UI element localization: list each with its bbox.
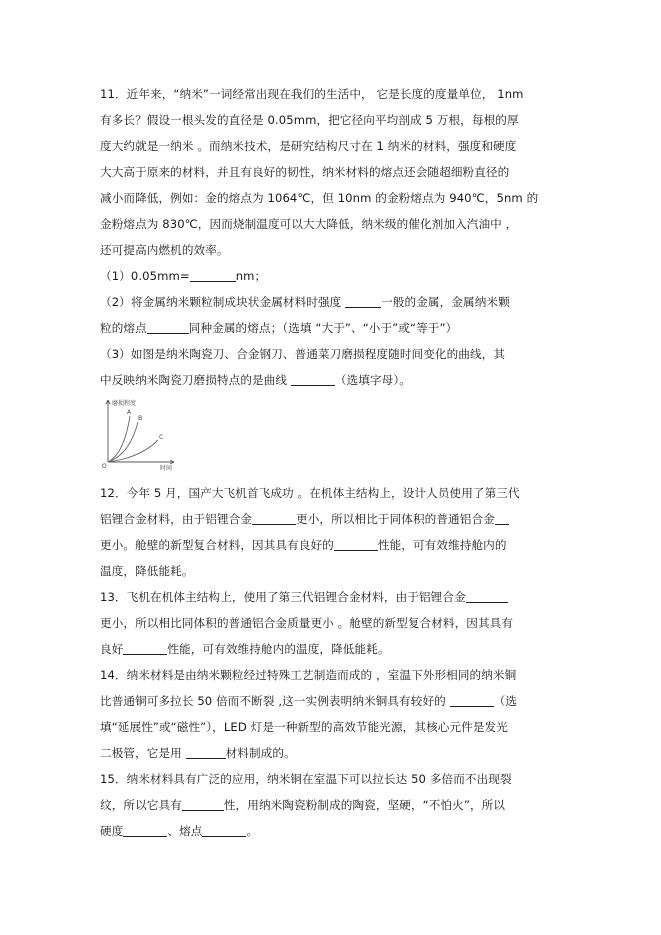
q13-line-3 [100,636,570,662]
q11-sub-2-line-2 [100,315,570,341]
q11-sub1-text-b: nm； [235,269,267,283]
q14-text-a: 比普通铜可多拉长 50 倍而不断裂 ,这一实例表明纳米铜具有较好的 [100,694,450,708]
answer-blank[interactable] [123,822,167,837]
q13-text-a: 13．飞机在机体主结构上，使用了第三代铝锂合金材料，由于铝锂合金 [100,590,466,604]
q15-text-c: 硬度 [100,824,124,838]
answer-blank[interactable] [495,510,509,525]
q11-sub-1 [100,263,570,289]
question-11 [100,81,570,393]
q14-text-d: 材料制成的。 [225,746,296,760]
q12-text-c: 更小。舱壁的新型复合材料，因其具有良好的 [100,538,334,552]
q11-sub3-text-b: （选填字母）。 [334,373,411,387]
answer-blank[interactable] [345,293,381,308]
q14-line-2 [100,688,570,714]
q11-sub2-text-d: 同种金属的熔点；（选填 “大于”、“小于”或“等于”） [188,321,458,335]
question-15 [100,766,570,844]
q15-line-3 [100,818,570,844]
answer-blank[interactable] [450,692,494,707]
answer-blank[interactable] [334,536,378,551]
q12-line-1: 12．今年 5 月，国产大飞机首飞成功 。在机体主结构上，设计人员使用了第三代 [100,486,520,500]
curve-a [108,416,130,462]
q15-line-1: 15．纳米材料具有广泛的应用，纳米铜在室温下可以拉长达 50 多倍而不出现裂 [100,772,512,786]
y-axis-label: 磨损程度 [112,400,137,407]
q14-text-c: 二极管，它是用 [100,746,186,760]
answer-blank[interactable] [186,744,226,759]
q14-line-4 [100,740,570,766]
q11-sub1-text-a: （1）0.05mm= [100,269,190,283]
question-12 [100,480,570,584]
q12-text-b: 更小，所以相比于同体积的普通铝合金 [296,512,495,526]
q11-line-1: 11．近年来，“纳米”一词经常出现在我们的生活中， 它是长度的度量单位， 1nm [100,87,524,101]
q15-line-2 [100,792,570,818]
q12-line-4: 温度，降低能耗。 [100,564,194,578]
q11-sub2-text-c: 粒的熔点 [100,321,147,335]
q14-text-b: （选 [493,694,518,708]
q11-sub-3-line-2 [100,367,570,393]
answer-blank[interactable] [252,510,296,525]
q13-line-2: 更小，所以相比同体积的普通铝合金质量更小 。舱壁的新型复合材料，因其具有 [100,616,514,630]
curve-b-label: B [138,415,143,422]
q11-sub-3-line-1: （3）如图是纳米陶瓷刀、合金钢刀、普通菜刀磨损程度随时间变化的曲线，其 [100,347,506,361]
q15-text-e: 。 [246,824,259,838]
q11-sub2-text-b: 一般的金属，金属纳米颗 [381,295,510,309]
q11-line-6: 金粉熔点为 830℃，因而烧制温度可以大大降低，纳米级的催化剂加入汽油中 ， [100,217,518,231]
q13-line-1 [100,584,570,610]
q11-sub2-text-a: （2）将金属纳米颗粒制成块状金属材料时强度 [100,295,346,309]
answer-blank[interactable] [202,822,246,837]
q14-line-1: 14．纳米材料是由纳米颗粒经过特殊工艺制造而成的 ，室温下外形相同的纳米铜 [100,668,517,682]
q11-sub-2-line-1 [100,289,570,315]
q11-line-4: 大大高于原来的材料，并且有良好的韧性，纳米材料的熔点还会随超细粉直径的 [100,165,510,179]
question-13 [100,584,570,662]
origin-label: O [102,463,107,470]
question-14 [100,662,570,766]
q13-text-b: 良好 [100,642,124,656]
curve-a-label: A [127,409,132,416]
q12-text-a: 铝锂合金材料，由于铝锂合金 [100,512,253,526]
wear-curve-figure [100,396,178,472]
q12-line-2 [100,506,570,532]
q11-line-5: 减小而降低，例如：金的熔点为 1064℃，但 10nm 的金粉熔点为 940℃，5nm 的 [100,191,539,205]
q15-text-d: 、熔点 [167,824,203,838]
q11-line-2: 有多长？假设一根头发的直径是 0.05mm，把它径向平均剖成 5 万根，每根的厚 [100,113,519,127]
answer-blank[interactable] [147,319,189,334]
q11-line-7: 还可提高内燃机的效率。 [100,243,229,257]
q13-text-c: 性能，可有效维持舱内的温度，降低能耗。 [167,642,390,656]
x-axis-label: 时间 [160,465,173,472]
answer-blank[interactable] [123,640,167,655]
q11-line-3: 度大约就是一纳米 。而纳米技术，是研究结构尺寸在 1 纳米的材料，强度和硬度 [100,139,517,153]
answer-blank[interactable] [182,796,224,811]
curve-c-label: C [159,434,164,441]
answer-blank[interactable] [466,588,508,603]
q14-line-3: 填“延展性”或“磁性”），LED 灯是一种新型的高效节能光源，其核心元件是发光 [100,720,508,734]
q15-text-b: 性，用纳米陶瓷粉制成的陶瓷，坚硬，“不怕火”，所以 [223,798,506,812]
q15-text-a: 纹，所以它具有 [100,798,182,812]
answer-blank[interactable] [190,267,236,282]
q11-sub3-text-a: 中反映纳米陶瓷刀磨损特点的是曲线 [100,373,291,387]
q12-line-3 [100,532,570,558]
answer-blank[interactable] [291,371,335,386]
q12-text-d: 性能，可有效维持舱内的 [377,538,507,552]
